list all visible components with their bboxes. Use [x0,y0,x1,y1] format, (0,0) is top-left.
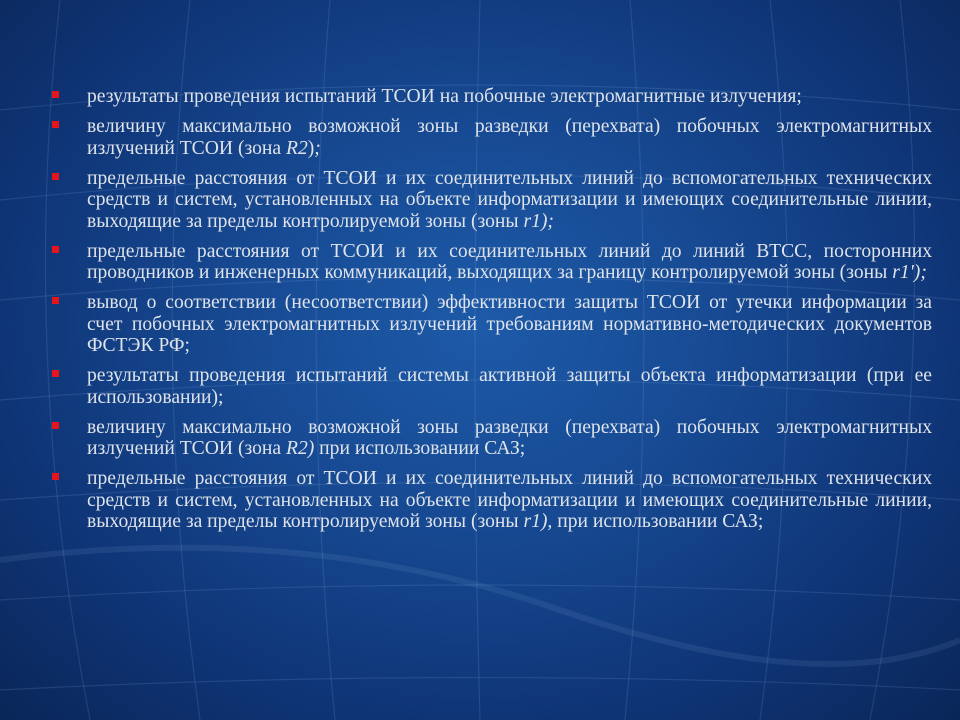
bullet-text: R2) [285,438,315,459]
bullet-item [50,468,932,533]
bullet-marker-icon [52,422,59,429]
bullet-text: результаты проведения испытаний ТСОИ на побочные электромагнитные излучения; [87,86,802,107]
bullet-item [50,168,932,233]
bullet-marker-icon [52,91,59,98]
bullet-item [50,241,932,284]
bullet-text: предельные расстояния от ТСОИ и их соединительных линий до вспомогательных технических средств и систем, установленных на объекте информатизации и имеющих соединительные линии, выходящие за пределы контролируемой зоны (зоны [87,468,932,532]
bullet-text: результаты проведения испытаний системы активной защиты объекта информатизации (при ее использовании); [87,365,932,408]
bullet-text: r1); [523,210,554,232]
bullet-marker-icon [52,473,59,480]
bullet-item [50,292,932,357]
bullet-item [50,417,932,460]
bullet-marker-icon [52,297,59,304]
bullet-text: при использовании САЗ; [552,511,764,532]
bullet-text: r1), [523,511,553,532]
bullet-text: при использовании САЗ; [314,438,526,459]
bullet-item [50,116,932,159]
slide-content [50,86,932,541]
bullet-text: r1'); [892,262,927,283]
bullet-marker-icon [52,173,59,180]
bullet-marker-icon [52,370,59,377]
bullet-text: вывод о соответствии (несоответствии) эффективности защиты ТСОИ от утечки информации за счет побочных электромагнитных излучений требованиям нормативно-методических документов ФСТЭК РФ; [87,292,932,356]
bullet-text: ; [314,137,321,159]
bullet-text: величину максимально возможной зоны разведки (перехвата) побочных электромагнитных излучений ТСОИ (зона [87,116,932,159]
bullet-text: величину максимально возможной зоны разведки (перехвата) побочных электромагнитных излучений ТСОИ (зона [87,416,932,459]
bullet-text: ) [307,137,315,159]
bullet-item [50,86,932,108]
bullet-list [50,86,932,533]
bullet-text: предельные расстояния от ТСОИ и их соединительных линий до линий ВТСС, посторонних проводников и инженерных коммуникаций, выходящих за границу контролируемой зоны (зоны [87,240,932,283]
bullet-marker-icon [52,121,59,128]
bullet-marker-icon [52,246,59,253]
bullet-text: предельные расстояния от ТСОИ и их соединительных линий до вспомогательных технических средств и систем, установленных на объекте информатизации и имеющих соединительные линии, выходящие за пределы контролируемой зоны (зоны [87,167,932,232]
bullet-text: R2 [285,137,308,159]
bullet-item [50,365,932,408]
